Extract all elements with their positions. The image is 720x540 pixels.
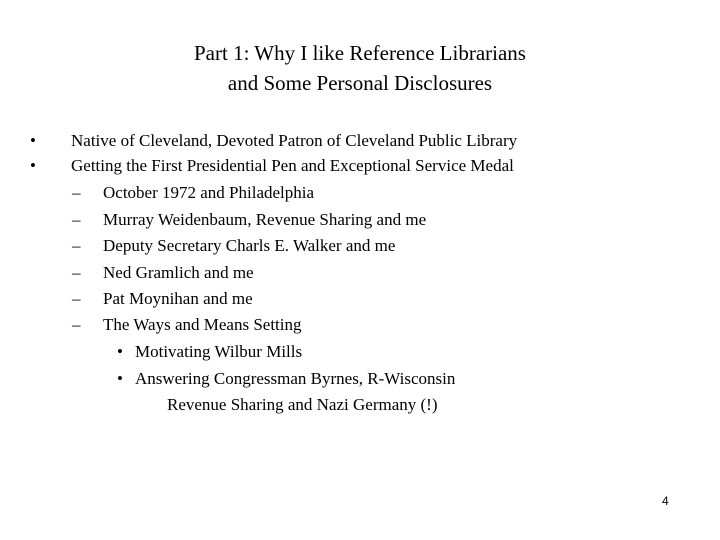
subitem-walker: Deputy Secretary Charls E. Walker and me bbox=[103, 236, 396, 255]
bullet-marker: • bbox=[117, 342, 123, 361]
subitem-moynihan: Pat Moynihan and me bbox=[103, 289, 253, 308]
subsubitem-byrnes: Answering Congressman Byrnes, R-Wisconsin bbox=[135, 369, 456, 388]
bullet-marker: • bbox=[30, 131, 36, 150]
subitem-weidenbaum: Murray Weidenbaum, Revenue Sharing and me bbox=[103, 210, 427, 229]
bullet-item-presidential-pen: Getting the First Presidential Pen and Exceptional Service Medal bbox=[71, 156, 514, 175]
bullet-marker: • bbox=[30, 156, 36, 175]
page-number: 4 bbox=[662, 494, 669, 508]
bullet-item-cleveland: Native of Cleveland, Devoted Patron of Cleveland Public Library bbox=[71, 131, 518, 150]
dash-marker: – bbox=[72, 236, 81, 255]
dash-marker: – bbox=[72, 210, 81, 229]
bullet-marker: • bbox=[117, 369, 123, 388]
subitem-ways-and-means: The Ways and Means Setting bbox=[103, 315, 302, 334]
slide-title-line-2: and Some Personal Disclosures bbox=[227, 71, 493, 95]
dash-marker: – bbox=[72, 315, 81, 334]
subitem-gramlich: Ned Gramlich and me bbox=[103, 263, 254, 282]
subsubitem-wilbur-mills: Motivating Wilbur Mills bbox=[135, 342, 303, 361]
dash-marker: – bbox=[72, 183, 81, 202]
subsubitem-byrnes-continuation: Revenue Sharing and Nazi Germany (!) bbox=[167, 395, 438, 414]
dash-marker: – bbox=[72, 289, 81, 308]
subitem-october-1972: October 1972 and Philadelphia bbox=[103, 183, 315, 202]
dash-marker: – bbox=[72, 263, 81, 282]
slide-title-line-1: Part 1: Why I like Reference Librarians bbox=[194, 41, 526, 65]
